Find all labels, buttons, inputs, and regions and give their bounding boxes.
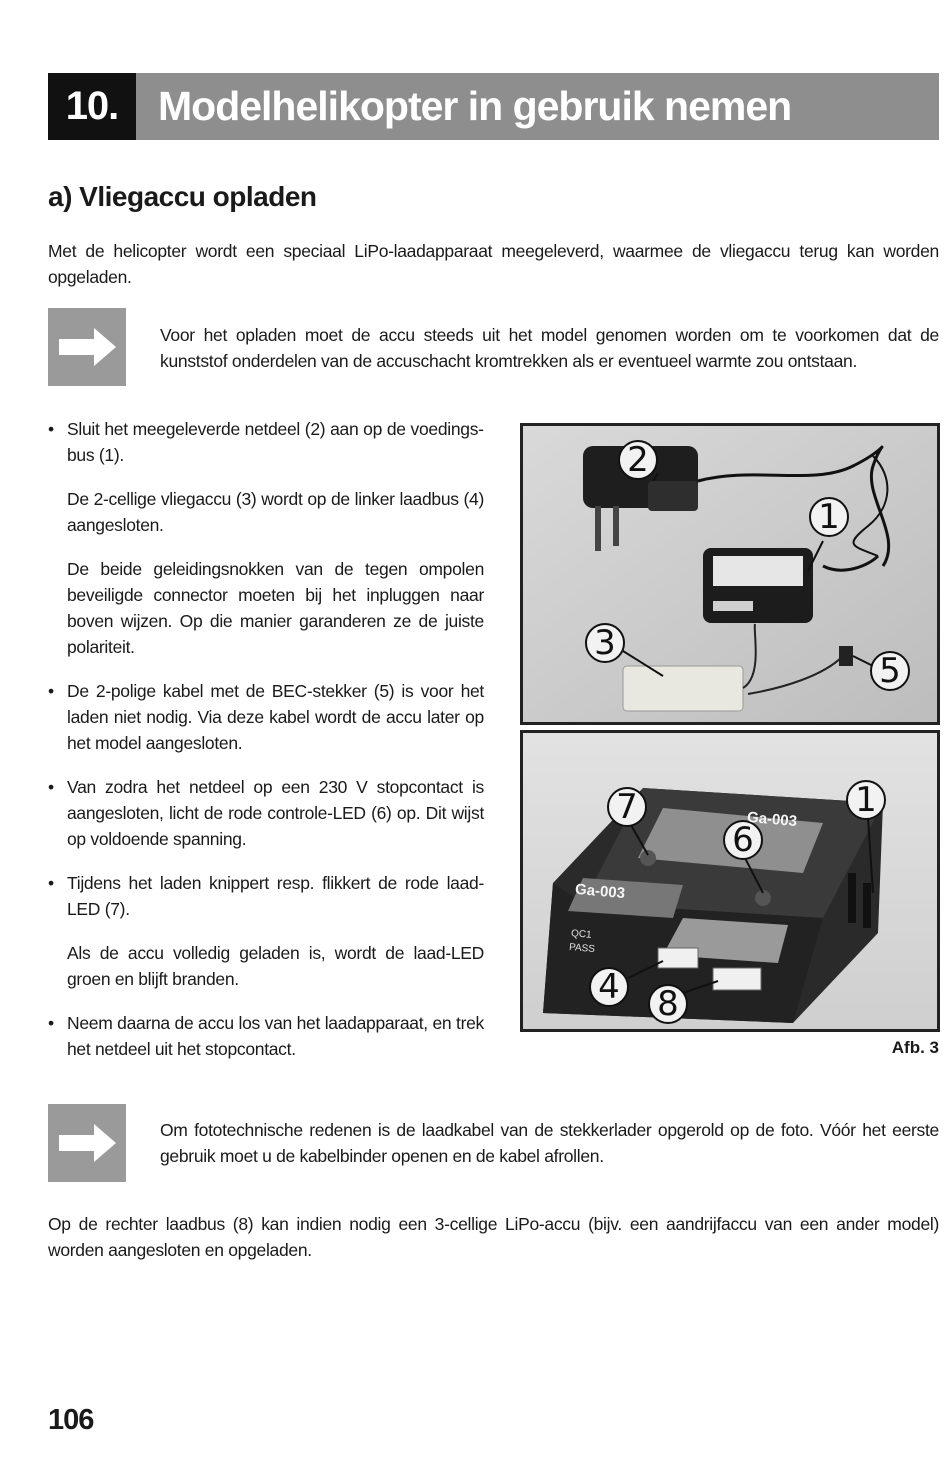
list-subparagraph: Als de accu volledig geladen is, wordt de laad-LED groen en blijft branden. — [67, 943, 484, 989]
outro-paragraph: Op de rechter laadbus (8) kan indien nodig een 3-cellige LiPo-accu (bijv. een aandrijfaccu van een ander model) worden aangesloten en opgeladen. — [48, 1214, 939, 1260]
list-item — [48, 416, 484, 468]
device-model-label: Ga-003 — [746, 808, 798, 831]
list-item-text: Van zodra het netdeel op een 230 V stopcontact is aangesloten, licht de rode controle-LED (6) op. Dit wijst op voldoende spanning. — [67, 777, 484, 849]
bullet-marker: • — [48, 1013, 54, 1033]
list-item-text: Sluit het meegeleverde netdeel (2) aan op de voedingsbus (1). — [67, 419, 484, 465]
callout-7: 7 — [616, 787, 638, 827]
instruction-list — [48, 416, 484, 1080]
section-title: a) Vliegaccu opladen — [48, 181, 317, 212]
note-arrow-box — [48, 1104, 126, 1182]
bullet-marker: • — [48, 681, 54, 701]
list-subparagraph: De beide geleidingsnokken van de tegen ompolen beveiligde connector moeten bij het inpluggen naar boven wijzen. Op die manier garanderen ze de juiste polariteit. — [67, 559, 484, 657]
callout-2: 2 — [627, 440, 649, 480]
callout-3: 3 — [594, 623, 616, 663]
arrow-right-icon — [48, 1104, 126, 1182]
arrow-right-icon — [48, 308, 126, 386]
chapter-title: Modelhelikopter in gebruik nemen — [158, 83, 792, 129]
photo-charger-setup — [520, 423, 940, 725]
intro-paragraph: Met de helicopter wordt een speciaal LiPo-laadapparaat meegeleverd, waarmee de vliegaccu terug kan worden opgeladen. — [48, 241, 939, 287]
bullet-marker: • — [48, 777, 54, 797]
list-item-text: Neem daarna de accu los van het laadapparaat, en trek het netdeel uit het stopcontact. — [67, 1013, 484, 1059]
list-item-text: Tijdens het laden knippert resp. flikkert de rode laad-LED (7). — [67, 873, 484, 919]
list-item — [48, 678, 484, 756]
callout-5: 5 — [879, 651, 901, 691]
list-item — [48, 1010, 484, 1062]
list-item-text: De 2-polige kabel met de BEC-stekker (5) is voor het laden niet nodig. Via deze kabel wordt de accu later op het model aangesloten. — [67, 681, 484, 753]
chapter-header — [48, 73, 939, 140]
list-item — [48, 870, 484, 922]
figure-label: Afb. 3 — [891, 1038, 939, 1057]
callout-4: 4 — [598, 967, 620, 1007]
bullet-marker: • — [48, 419, 54, 439]
list-subparagraph: De 2-cellige vliegaccu (3) wordt op de linker laadbus (4) aangesloten. — [67, 489, 484, 535]
callout-6: 6 — [732, 820, 754, 860]
list-item — [48, 774, 484, 852]
callout-8: 8 — [657, 984, 679, 1024]
pass-label: PASS — [568, 941, 596, 956]
qc-label: QC1 — [570, 928, 593, 941]
note-arrow-box — [48, 308, 126, 386]
callout-1: 1 — [818, 497, 840, 537]
note-1-text: Voor het opladen moet de accu steeds uit het model genomen worden om te voorkomen dat de kunststof onderdelen van de accuschacht kromtrekken als er eventueel warmte zou ontstaan. — [160, 325, 939, 371]
note-2-text: Om fototechnische redenen is de laadkabel van de stekkerlader opgerold op de foto. Vóór het eerste gebruik moet u de kabelbinder openen en de kabel afrollen. — [160, 1120, 939, 1166]
chapter-number: 10. — [48, 73, 136, 140]
device-model-label: Ga-003 — [574, 880, 626, 903]
page-number: 106 — [48, 1404, 94, 1436]
photo-charger-closeup — [520, 730, 940, 1032]
callout-1: 1 — [855, 780, 877, 820]
bullet-marker: • — [48, 873, 54, 893]
